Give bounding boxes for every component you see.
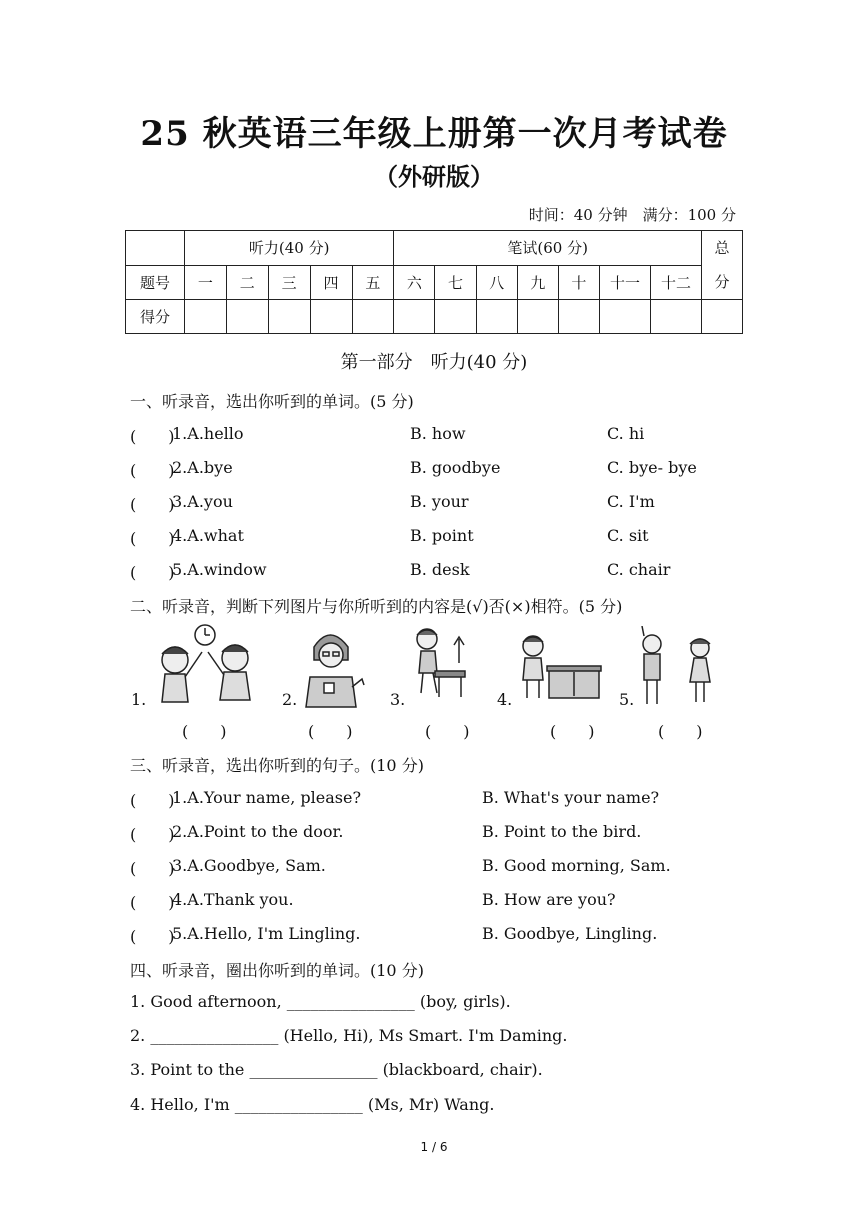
q1-paren[interactable]: ( ) bbox=[130, 563, 175, 582]
q1-paren[interactable]: ( ) bbox=[130, 461, 175, 480]
q3-paren[interactable]: ( ) bbox=[130, 825, 175, 844]
written-header: 笔试(60 分) bbox=[394, 231, 702, 266]
page-number: 1 / 6 bbox=[420, 1140, 448, 1154]
score-cell[interactable] bbox=[476, 300, 517, 334]
q1-option-b: B. desk bbox=[410, 560, 470, 579]
q3-option-b: B. Point to the bird. bbox=[482, 822, 642, 841]
picture-number: 3. bbox=[390, 690, 406, 709]
q3-paren[interactable]: ( ) bbox=[130, 927, 175, 946]
score-table bbox=[125, 230, 743, 334]
score-cell[interactable] bbox=[600, 300, 651, 334]
q4-item: 3. Point to the ________________ (blackboard, chair). bbox=[130, 1060, 543, 1079]
q1-paren[interactable]: ( ) bbox=[130, 529, 175, 548]
picture-boy-girl bbox=[632, 626, 727, 708]
q1-option-c: C. sit bbox=[607, 526, 649, 545]
score-cell[interactable] bbox=[517, 300, 558, 334]
q1-option-a: 4.A.what bbox=[172, 526, 244, 545]
question-number: 三 bbox=[268, 265, 310, 300]
score-cell[interactable] bbox=[352, 300, 394, 334]
question-number: 一 bbox=[185, 265, 227, 300]
exam-subtitle: （外研版） bbox=[374, 162, 494, 191]
question-number: 六 bbox=[394, 265, 435, 300]
answer-paren[interactable]: ( ) bbox=[425, 722, 470, 741]
q3-option-a: 5.A.Hello, I'm Lingling. bbox=[172, 924, 361, 943]
q3-option-a: 1.A.Your name, please? bbox=[172, 788, 362, 807]
q4-heading: 四、听录音，圈出你听到的单词。(10 分) bbox=[130, 961, 424, 980]
q3-option-b: B. Goodbye, Lingling. bbox=[482, 924, 658, 943]
q1-option-a: 1.A.hello bbox=[172, 424, 244, 443]
question-number: 十二 bbox=[651, 265, 702, 300]
q1-option-a: 3.A.you bbox=[172, 492, 233, 511]
q4-item: 1. Good afternoon, ________________ (boy, girls). bbox=[130, 992, 511, 1011]
picture-boy-desk bbox=[515, 632, 603, 704]
q2-heading: 二、听录音，判断下列图片与你所听到的内容是(√)否(×)相符。(5 分) bbox=[130, 597, 623, 616]
q1-paren[interactable]: ( ) bbox=[130, 427, 175, 446]
q1-option-c: C. I'm bbox=[607, 492, 655, 511]
score-cell[interactable] bbox=[310, 300, 352, 334]
q1-option-c: C. chair bbox=[607, 560, 671, 579]
q1-option-b: B. point bbox=[410, 526, 474, 545]
q3-paren[interactable]: ( ) bbox=[130, 859, 175, 878]
q1-option-a: 5.A.window bbox=[172, 560, 267, 579]
score-cell[interactable] bbox=[226, 300, 268, 334]
row-label-score: 得分 bbox=[126, 300, 185, 334]
q1-option-b: B. goodbye bbox=[410, 458, 501, 477]
picture-number: 1. bbox=[131, 690, 147, 709]
q3-heading: 三、听录音，选出你听到的句子。(10 分) bbox=[130, 756, 424, 775]
q1-heading: 一、听录音，选出你听到的单词。(5 分) bbox=[130, 392, 414, 411]
q3-paren[interactable]: ( ) bbox=[130, 791, 175, 810]
q3-option-b: B. How are you? bbox=[482, 890, 616, 909]
q3-option-a: 3.A.Goodbye, Sam. bbox=[172, 856, 326, 875]
exam-title: 25 秋英语三年级上册第一次月考试卷 bbox=[140, 114, 728, 154]
picture-number: 2. bbox=[282, 690, 298, 709]
q1-option-b: B. your bbox=[410, 492, 469, 511]
q4-item: 2. ________________ (Hello, Hi), Ms Smart. I'm Daming. bbox=[130, 1026, 568, 1045]
picture-teacher bbox=[300, 625, 368, 710]
q3-option-b: B. Good morning, Sam. bbox=[482, 856, 671, 875]
question-number: 五 bbox=[352, 265, 394, 300]
score-cell[interactable] bbox=[268, 300, 310, 334]
question-number: 七 bbox=[435, 265, 476, 300]
score-cell[interactable] bbox=[185, 300, 227, 334]
question-number: 八 bbox=[476, 265, 517, 300]
q3-option-b: B. What's your name? bbox=[482, 788, 660, 807]
score-cell[interactable] bbox=[394, 300, 435, 334]
answer-paren[interactable]: ( ) bbox=[550, 722, 595, 741]
score-cell[interactable] bbox=[558, 300, 599, 334]
question-number: 二 bbox=[226, 265, 268, 300]
answer-paren[interactable]: ( ) bbox=[658, 722, 703, 741]
score-cell[interactable] bbox=[651, 300, 702, 334]
q3-option-a: 2.A.Point to the door. bbox=[172, 822, 344, 841]
q1-paren[interactable]: ( ) bbox=[130, 495, 175, 514]
question-number: 九 bbox=[517, 265, 558, 300]
q1-option-c: C. bye- bye bbox=[607, 458, 697, 477]
q1-option-a: 2.A.bye bbox=[172, 458, 233, 477]
exam-meta: 时间：40 分钟 满分：100 分 bbox=[528, 206, 736, 224]
picture-number: 4. bbox=[497, 690, 513, 709]
score-cell[interactable] bbox=[702, 300, 743, 334]
total-header: 总 分 bbox=[702, 231, 743, 300]
question-number: 四 bbox=[310, 265, 352, 300]
q4-item: 4. Hello, I'm ________________ (Ms, Mr) Wang. bbox=[130, 1095, 495, 1114]
table-corner bbox=[126, 231, 185, 266]
score-cell[interactable] bbox=[435, 300, 476, 334]
q3-option-a: 4.A.Thank you. bbox=[172, 890, 294, 909]
q3-paren[interactable]: ( ) bbox=[130, 893, 175, 912]
question-number: 十 bbox=[558, 265, 599, 300]
question-number: 十一 bbox=[600, 265, 651, 300]
answer-paren[interactable]: ( ) bbox=[182, 722, 227, 741]
part1-title: 第一部分 听力(40 分) bbox=[340, 352, 528, 373]
picture-kids-greeting bbox=[150, 622, 265, 707]
q1-option-c: C. hi bbox=[607, 424, 645, 443]
picture-girl-stand-up bbox=[405, 625, 475, 705]
row-label-question: 题号 bbox=[126, 265, 185, 300]
answer-paren[interactable]: ( ) bbox=[308, 722, 353, 741]
picture-number: 5. bbox=[619, 690, 635, 709]
q1-option-b: B. how bbox=[410, 424, 466, 443]
listening-header: 听力(40 分) bbox=[185, 231, 394, 266]
